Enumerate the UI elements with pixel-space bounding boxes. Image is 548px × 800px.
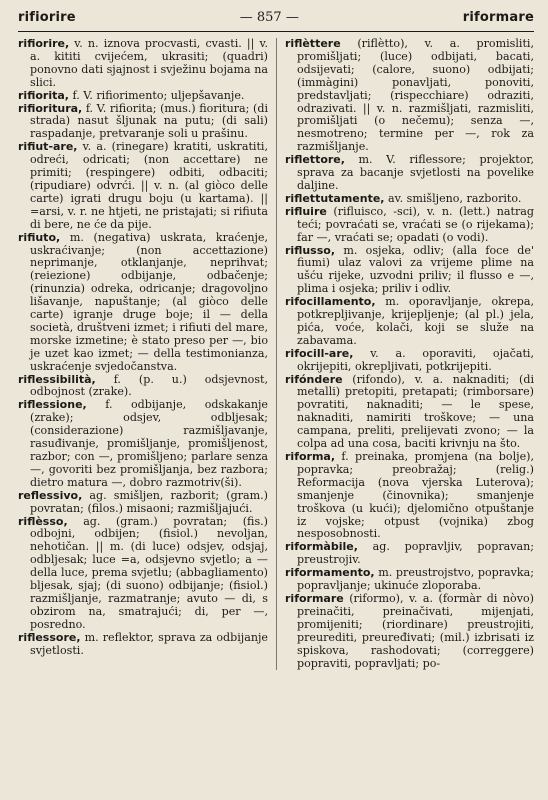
entry-definition: f. odbijanje, odskakanje (zrake); odsjev, odbljesak; (considerazione) razmišljavanje, rasuđivanje, promišljanje, promišljenost, razbor; con —, promišljeno; parlare senza —, govoriti bez promišljanja, bez razbora; dietro matura —, dobro razmotriv(ši). [30, 398, 268, 489]
header-right-guide-word: riformare [462, 10, 534, 25]
entry-headword: rifóndere [285, 372, 343, 386]
entry-definition: (riflètto), v. a. promisliti, promišljati; (luce) odbijati, bacati, odsijevati; (calore, suono) odbijati; (immàgini) ponavljati, ponoviti, predstavljati; (rispecchiare) odraziti, odrazivati. || v. n. razmišljati, razmisliti, promišljati (o nečemu); senza —, nesmotreno; termine per —, rok za razmišljanje. [297, 37, 534, 154]
entry-definition: f. preinaka, promjena (na bolje), popravka; preobražaj; (relig.) Reformacija (nova vjerska Luterova); smanjenje (činovnika); smanjenje troškova (u kući); djelomično otpuštanje iz vojske; otpust (vojnika) zbog nesposobnosti. [297, 450, 534, 541]
dictionary-entry [285, 154, 534, 193]
entry-definition: m. reflektor, sprava za odbijanje svjetlosti. [30, 630, 268, 657]
entry-headword: rifiorita, [18, 88, 69, 102]
entry-definition: v. a. oporaviti, ojačati, okrijepiti, okrepljivati, potkrijepiti. [297, 346, 534, 373]
entry-headword: riflusso, [285, 243, 336, 257]
entry-headword: riformamento, [285, 566, 375, 580]
dictionary-entry [285, 296, 534, 348]
entry-definition: av. smišljeno, razborito. [384, 191, 522, 205]
entry-definition: (rifluisco, -sci), v. n. (lett.) natrag teći; povraćati se, vraćati se (o rijekama); far —, vraćati se; opadati (o vodi). [297, 204, 534, 244]
left-column [18, 38, 276, 670]
entry-definition: v. n. iznova procvasti, cvasti. || v. a. kititi cvijećem, ukrasiti; (quadri) ponovno dati sjajnost i svježinu bojama na slici. [30, 37, 268, 89]
page-number: — 857 — [239, 10, 299, 25]
entry-headword: riflessore, [18, 630, 81, 644]
entry-headword: rifiut-are, [18, 140, 78, 154]
dictionary-entry [18, 632, 268, 658]
entry-definition: m. osjeka, odliv; (alla foce de' fiumi) ulaz valovi za vrijeme plime na ušću rijeke, uzvodni priliv; il flusso e —, plima i osjeka; priliv i odliv. [297, 243, 534, 296]
dictionary-entry [285, 593, 534, 670]
dictionary-entry [18, 38, 268, 90]
header-rule [18, 31, 534, 32]
entry-headword: riflessione, [18, 398, 87, 412]
entry-headword: riflèttere [285, 37, 341, 50]
dictionary-entry [18, 399, 268, 489]
dictionary-entry [285, 567, 534, 593]
entry-headword: rifioritura, [18, 101, 83, 115]
dictionary-entry [285, 38, 534, 154]
entry-headword: riformare [285, 591, 344, 605]
entry-headword: riflessibilità, [18, 372, 96, 386]
dictionary-entry [18, 490, 268, 516]
entry-definition: (riformo), v. a. (formàr di nòvo) preinačiti, preinačivati, mijenjati, promijeniti; (riordinare) preustrojiti, preurediti, preuređivati; (mil.) izbrisati iz spiskova, rashodovati; (correggere) popraviti, popravljati; po- [297, 591, 534, 670]
entry-headword: rifocillamento, [285, 295, 376, 309]
columns [18, 38, 534, 670]
entry-definition: m. (negativa) uskrata, kraćenje, uskraćivanje; (non accettazione) neprimanje, otklanjanje, neprihvat; (reiezione) odbijanje, odbačenje; (rinunzia) odreka, odricanje; dragovoljno lišavanje, napuštanje; (al giòco delle carte) igranje druge boje; il — della società, društveni izmet; i rifiuti del mare, morske izmetine; è stato preso per —, bio je uzet kao izmet; — della testimonianza, uskraćenje svjedočanstva. [30, 230, 268, 373]
page-header [18, 10, 534, 28]
entry-definition: m. preustrojstvo, popravka; popravljanje; ukinuće zloporaba. [297, 566, 534, 593]
dictionary-entry [285, 541, 534, 567]
entry-definition: m. oporavljanje, okrepa, potkrepljivanje, krijepljenje; (al pl.) jela, pića, voće, kolači, koji se služe na zabavama. [297, 295, 534, 347]
entry-definition: (rifondo), v. a. naknaditi; (di metalli) pretopiti, pretapati; (rimborsare) povratiti, naknaditi; — le spese, naknaditi, namiriti troškove; — una campana, preliti, prelijevati zvono; — la colpa ad una cosa, baciti krivnju na što. [297, 372, 534, 451]
entry-headword: rifocill-are, [285, 346, 354, 360]
dictionary-entry [18, 141, 268, 231]
header-left-guide-word: rifiorire [18, 10, 76, 25]
entry-headword: riflettore, [285, 153, 345, 167]
entry-definition: f. (p. u.) odsjevnost, odbojnost (zrake). [30, 372, 268, 399]
dictionary-entry [285, 348, 534, 374]
dictionary-entry [285, 245, 534, 297]
entry-definition: ag. (gram.) povratan; (fis.) odbojni, odbijen; (fisiol.) nevoljan, nehotičan. || m. (di luce) odsjev, odsjaj, odbljesak; luce =a, odsjevno svjetlo; a — della luce, prema svjetlu; (abbagliamento) bljesak, sjaj; (di suono) odbijanje; (fisiol.) razmišljanje, razmatranje; avuto — di, s obzirom na, smatrajući; di, per —, posredno. [30, 514, 268, 631]
entry-headword: rifluire [285, 204, 327, 218]
dictionary-entry [18, 516, 268, 632]
entry-definition: ag. smišljen, razborit; (gram.) povratan; (filos.) misaoni; razmišljajući. [30, 488, 268, 515]
entry-definition: f. V. rifiorita; (mus.) fioritura; (di strada) nasut šljunak na putu; (di sali) raspadanje, pretvaranje soli u prašinu. [30, 101, 268, 141]
entry-headword: rifiorire, [18, 37, 70, 50]
dictionary-entry [285, 451, 534, 541]
right-column [276, 38, 534, 670]
entry-headword: reflessivo, [18, 488, 83, 502]
dictionary-entry [285, 374, 534, 451]
dictionary-entry [18, 103, 268, 142]
dictionary-entry [285, 206, 534, 245]
entry-headword: rifiuto, [18, 230, 61, 244]
entry-definition: f. V. rifiorimento; uljepšavanje. [68, 88, 245, 102]
entry-definition: m. V. riflessore; projektor, sprava za bacanje svjetlosti na povelike daljine. [297, 153, 534, 192]
entry-definition: v. a. (rinegare) kratiti, uskratiti, odreći, odricati; (non accettare) ne primiti; (respingere) odbiti, odbaciti; (ripudiare) odvrći. || v. n. (al giòco delle carte) igrati drugu boju (u kartama). || =arsi, v. r. ne htjeti, ne pristajati; si rifiuta di bere, ne će da pije. [30, 140, 268, 231]
entry-headword: riformàbile, [285, 540, 358, 554]
entry-headword: riflettutamente, [285, 191, 385, 205]
entry-headword: riflèsso, [18, 514, 68, 528]
dictionary-entry [18, 232, 268, 374]
dictionary-entry [18, 374, 268, 400]
entry-definition: ag. popravljiv, popravan; preustrojiv. [297, 540, 534, 567]
entry-headword: riforma, [285, 450, 336, 463]
